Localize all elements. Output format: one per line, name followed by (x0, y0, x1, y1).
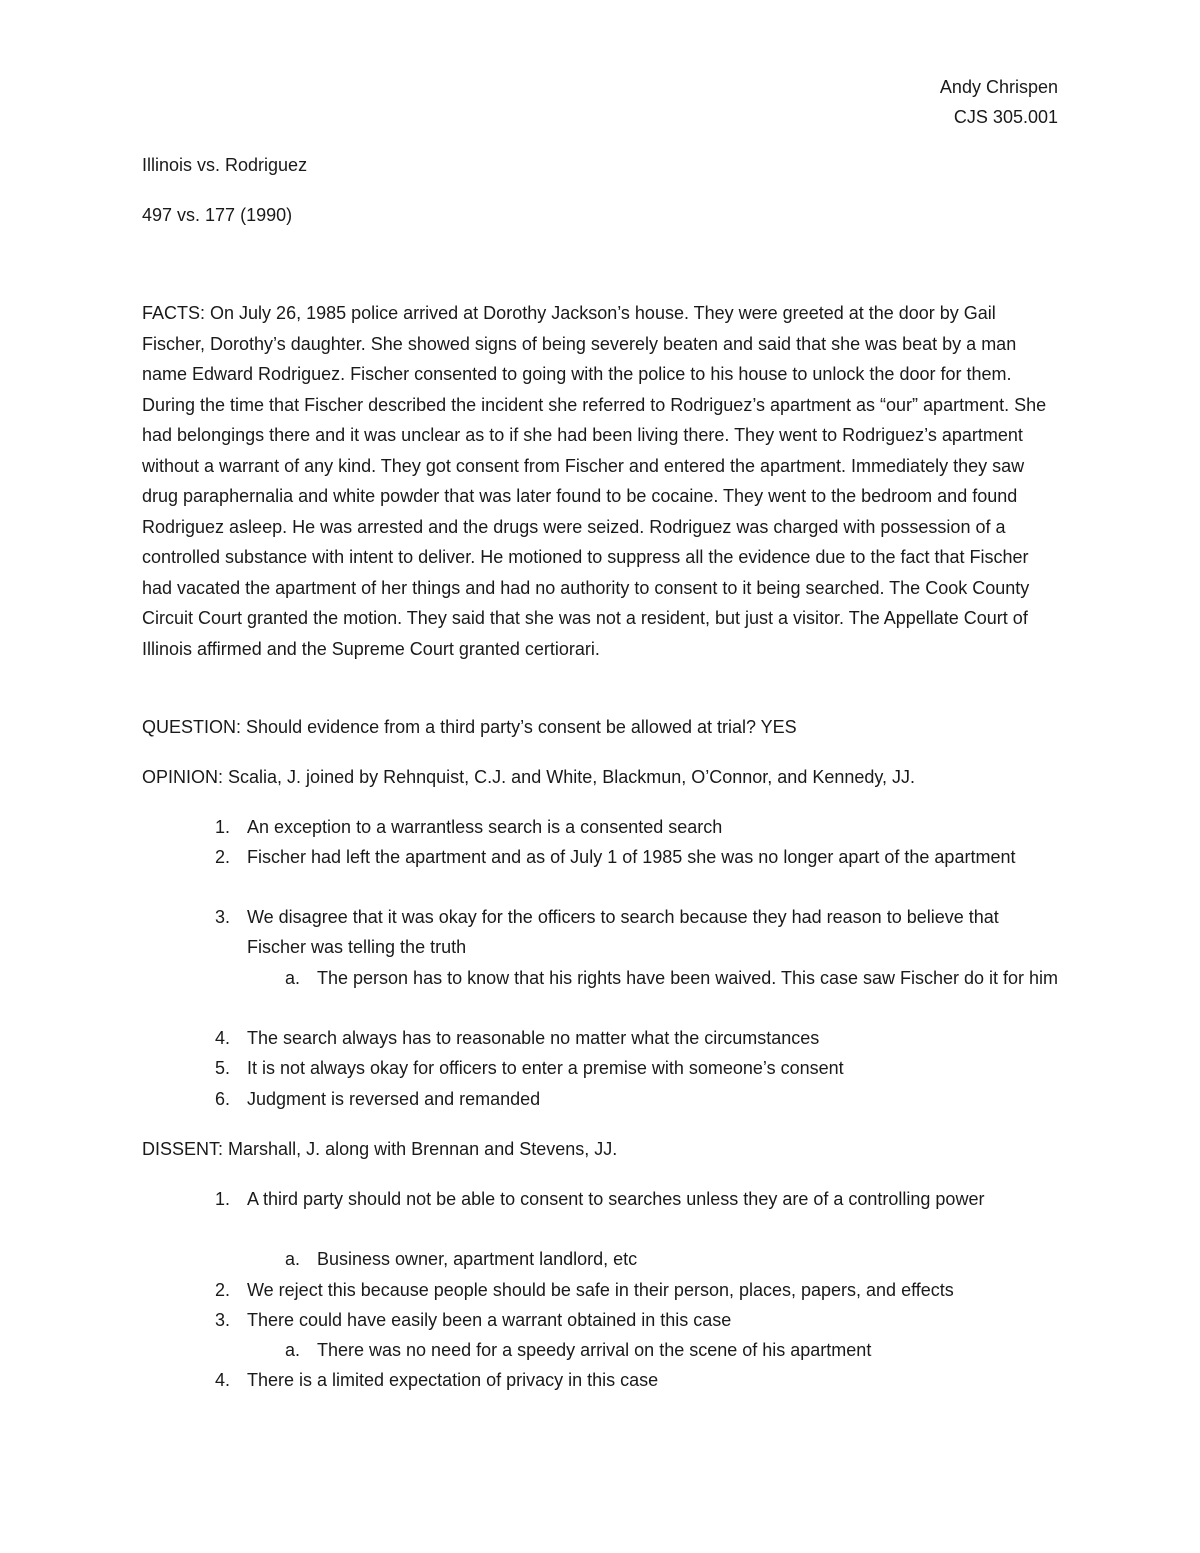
list-number: 1. (214, 817, 230, 837)
question-label: QUESTION: (142, 717, 242, 737)
list-text: The person has to know that his rights have been waived. This case saw Fischer do it for him (317, 968, 1059, 988)
list-text: We reject this because people should be safe in their person, places, papers, and effects (247, 1280, 954, 1300)
question-text: Should evidence from a third party’s consent be allowed at trial? YES (246, 717, 797, 737)
course-code: CJS 305.001 (953, 107, 1058, 127)
list-number: 4. (214, 1370, 230, 1390)
list-number: 3. (214, 1310, 230, 1330)
list-number: 1. (214, 1189, 230, 1209)
facts-label: FACTS: (142, 303, 206, 323)
list-number: 2. (214, 1280, 230, 1300)
list-text: There could have easily been a warrant obtained in this case (247, 1310, 732, 1330)
list-letter: a. (284, 1249, 300, 1269)
header-block (940, 72, 1058, 132)
list-text: There was no need for a speedy arrival on the scene of his apartment (317, 1340, 872, 1360)
list-text: A third party should not be able to consent to searches unless they are of a controlling power (247, 1189, 985, 1209)
case-title: Illinois vs. Rodriguez (142, 155, 308, 175)
facts-text: On July 26, 1985 police arrived at Dorothy Jackson’s house. They were greeted at the door by Gail Fischer, Dorothy’s daughter. She showed signs of being severely beaten and said that she was beat by a man name Edward Rodriguez. Fischer consented to going with the police to his house to unlock the door for them. During the time that Fischer described the incident she referred to Rodriguez’s apartment as “our” apartment. She had belongings there and it was unclear as to if she had been living there. They went to Rodriguez’s apartment without a warrant of any kind. They got consent from Fischer and entered the apartment. Immediately they saw drug paraphernalia and white powder that was later found to be cocaine. They went to the bedroom and found Rodriguez asleep. He was arrested and the drugs were seized. Rodriguez was charged with possession of a controlled substance with intent to deliver. He motioned to suppress all the evidence due to the fact that Fischer had vacated the apartment of her things and had no authority to consent to it being searched. The Cook County Circuit Court granted the motion. They said that she was not a resident, but just a visitor. The Appellate Court of Illinois affirmed and the Supreme Court granted certiorari. (142, 303, 1047, 659)
opinion-line (142, 762, 915, 792)
list-text: Business owner, apartment landlord, etc (317, 1249, 638, 1269)
list-letter: a. (284, 968, 300, 988)
list-number: 4. (214, 1028, 230, 1048)
list-letter: a. (284, 1340, 300, 1360)
list-number: 2. (214, 847, 230, 867)
list-text: It is not always okay for officers to enter a premise with someone’s consent (247, 1058, 844, 1078)
list-text: Fischer had left the apartment and as of July 1 of 1985 she was no longer apart of the apartment (247, 847, 1016, 867)
question-line (142, 712, 797, 742)
list-text: Judgment is reversed and remanded (247, 1089, 541, 1109)
author-name: Andy Chrispen (939, 77, 1058, 97)
opinion-label: OPINION: (142, 767, 224, 787)
opinion-text: Scalia, J. joined by Rehnquist, C.J. and White, Blackmun, O’Connor, and Kennedy, JJ. (228, 767, 916, 787)
list-text: We disagree that it was okay for the officers to search because they had reason to believe that Fischer was telling the truth (247, 907, 999, 957)
list-number: 3. (214, 907, 230, 927)
list-text: An exception to a warrantless search is a consented search (247, 817, 723, 837)
list-number: 5. (214, 1058, 230, 1078)
list-text: There is a limited expectation of privacy in this case (247, 1370, 659, 1390)
facts-paragraph (142, 298, 1062, 664)
list-number: 6. (214, 1089, 230, 1109)
dissent-line (142, 1134, 617, 1164)
list-text: The search always has to reasonable no matter what the circumstances (247, 1028, 820, 1048)
case-citation: 497 vs. 177 (1990) (142, 205, 293, 225)
dissent-label: DISSENT: (142, 1139, 224, 1159)
dissent-text: Marshall, J. along with Brennan and Stevens, JJ. (228, 1139, 618, 1159)
